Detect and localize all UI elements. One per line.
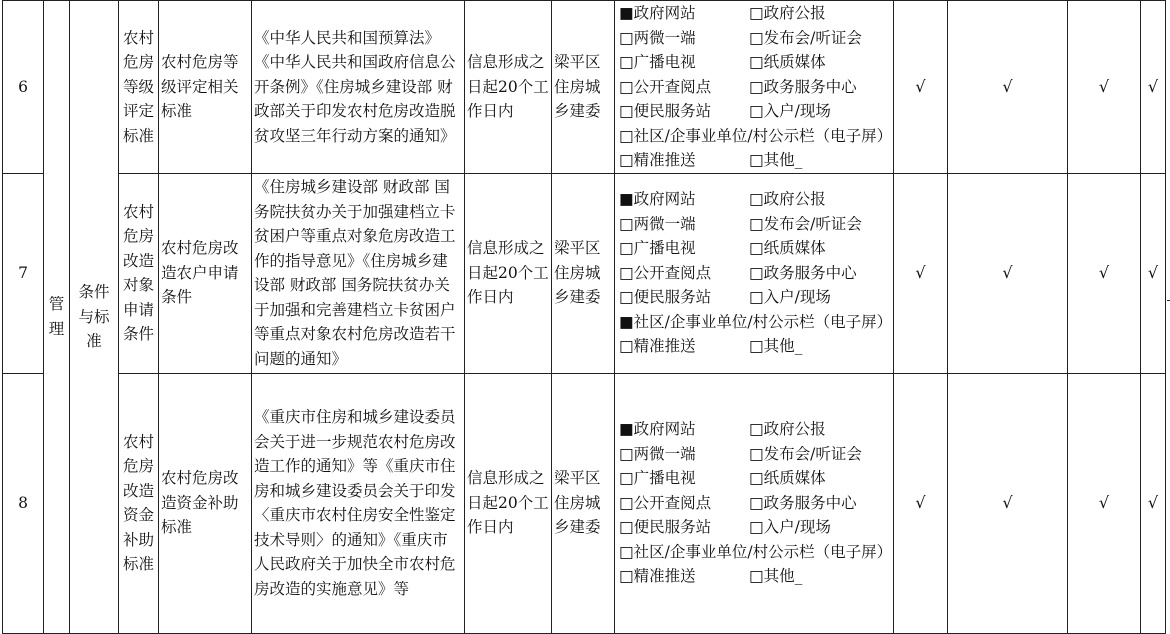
channel-option: ■社区/企事业单位/村公示栏（电子屏） bbox=[619, 312, 893, 331]
check-mark: √ bbox=[1068, 373, 1141, 633]
channel-option: □入户/现场 bbox=[749, 288, 831, 307]
channel-option: □精准推送 bbox=[619, 567, 696, 586]
channel-option: ■政府网站 bbox=[619, 420, 696, 439]
channel-option: □纸质媒体 bbox=[749, 53, 826, 71]
channel-option: □政务服务中心 bbox=[749, 77, 857, 96]
legal-basis: 《中华人民共和国预算法》《中华人民共和国政府信息公开条例》《住房城乡建设部 财政部关于印发农村危房改造脱贫攻坚三年行动方案的通知》 bbox=[252, 1, 465, 174]
responsible-subject: 梁平区住房城乡建委 bbox=[552, 373, 615, 633]
channel-option: □入户/现场 bbox=[749, 518, 831, 537]
item-name: 农村危房改造资金补助标准 bbox=[119, 373, 159, 633]
disclosure-time: 信息形成之日起20个工作日内 bbox=[465, 373, 552, 633]
channel-option: □精准推送 bbox=[619, 337, 696, 356]
category-level-1: 管理 bbox=[44, 1, 70, 634]
channel-option: □社区/企事业单位/村公示栏（电子屏） bbox=[619, 126, 893, 145]
responsible-subject: 梁平区住房城乡建委 bbox=[552, 173, 615, 373]
channel-option: □其他_ bbox=[749, 567, 803, 586]
row-number: 6 bbox=[3, 1, 44, 174]
channel-option: □发布会/听证会 bbox=[749, 28, 862, 47]
table-row bbox=[3, 373, 1166, 633]
channel-option: □社区/企事业单位/村公示栏（电子屏） bbox=[619, 542, 893, 561]
channel-option: □广播电视 bbox=[619, 469, 696, 488]
check-mark: √ bbox=[948, 373, 1068, 633]
disclosure-time: 信息形成之日起20个工作日内 bbox=[465, 1, 552, 174]
channel-option: □两微一端 bbox=[619, 28, 696, 47]
responsible-subject: 梁平区住房城乡建委 bbox=[552, 1, 615, 174]
channel-option: □便民服务站 bbox=[619, 102, 712, 120]
check-mark: √ bbox=[1141, 173, 1166, 373]
channel-option: □公开查阅点 bbox=[619, 77, 712, 96]
channel-option: □其他_ bbox=[749, 337, 803, 356]
check-mark: √ bbox=[1141, 1, 1166, 174]
channel-option: □便民服务站 bbox=[619, 288, 712, 307]
channel-option: □广播电视 bbox=[619, 239, 696, 258]
channel-option: □政府公报 bbox=[749, 4, 826, 22]
channel-option: □政府公报 bbox=[749, 190, 826, 209]
legal-basis: 《住房城乡建设部 财政部 国务院扶贫办关于加强建档立卡贫困户等重点对象危房改造工作的指导意见》《住房城乡建设部 财政部 国务院扶贫办关于加强和完善建档立卡贫困户等重点对象农村危房改造若干问题的通知》 bbox=[252, 173, 465, 373]
channel-option: □发布会/听证会 bbox=[749, 214, 862, 233]
check-mark: √ bbox=[1068, 1, 1141, 174]
channel-option: □精准推送 bbox=[619, 151, 696, 169]
check-mark: √ bbox=[1141, 373, 1166, 633]
category-level-2: 条件与标准 bbox=[70, 1, 119, 634]
channel-option: □入户/现场 bbox=[749, 102, 831, 120]
item-name: 农村危房改造对象申请条件 bbox=[119, 173, 159, 373]
channel-option: □其他_ bbox=[749, 151, 803, 169]
check-mark: √ bbox=[894, 1, 948, 174]
item-content: 农村危房改造农户申请条件 bbox=[159, 173, 252, 373]
disclosure-table bbox=[2, 0, 1166, 634]
channel-option: □政府公报 bbox=[749, 420, 826, 439]
channel-option: □广播电视 bbox=[619, 53, 696, 71]
check-mark: √ bbox=[894, 373, 948, 633]
disclosure-channels bbox=[615, 173, 894, 373]
check-mark: √ bbox=[948, 1, 1068, 174]
channel-option: □政务服务中心 bbox=[749, 493, 857, 512]
channel-option: □公开查阅点 bbox=[619, 263, 712, 282]
item-name: 农村危房等级评定标准 bbox=[119, 1, 159, 174]
item-content: 农村危房等级评定相关标准 bbox=[159, 1, 252, 174]
channel-option: □便民服务站 bbox=[619, 518, 712, 537]
legal-basis: 《重庆市住房和城乡建设委员会关于进一步规范农村危房改造工作的通知》等《重庆市住房和城乡建设委员会关于印发〈重庆市农村住房安全性鉴定技术导则〉的通知》《重庆市人民政府关于加快全市农村危房改造的实施意见》等 bbox=[252, 373, 465, 633]
channel-option: □两微一端 bbox=[619, 214, 696, 233]
channel-option: □发布会/听证会 bbox=[749, 444, 862, 463]
table-row bbox=[3, 173, 1166, 373]
channel-option: □纸质媒体 bbox=[749, 469, 826, 488]
channel-option: □两微一端 bbox=[619, 444, 696, 463]
channel-option: □政务服务中心 bbox=[749, 263, 857, 282]
disclosure-channels bbox=[615, 1, 894, 174]
channel-option: □公开查阅点 bbox=[619, 493, 712, 512]
channel-option: ■政府网站 bbox=[619, 4, 696, 22]
check-mark: √ bbox=[948, 173, 1068, 373]
row-number: 7 bbox=[3, 173, 44, 373]
item-content: 农村危房改造资金补助标准 bbox=[159, 373, 252, 633]
disclosure-time: 信息形成之日起20个工作日内 bbox=[465, 173, 552, 373]
check-mark: √ bbox=[1068, 173, 1141, 373]
channel-option: □纸质媒体 bbox=[749, 239, 826, 258]
table-row bbox=[3, 1, 1166, 174]
channel-option: ■政府网站 bbox=[619, 190, 696, 209]
row-number: 8 bbox=[3, 373, 44, 633]
check-mark: √ bbox=[894, 173, 948, 373]
disclosure-channels bbox=[615, 373, 894, 633]
